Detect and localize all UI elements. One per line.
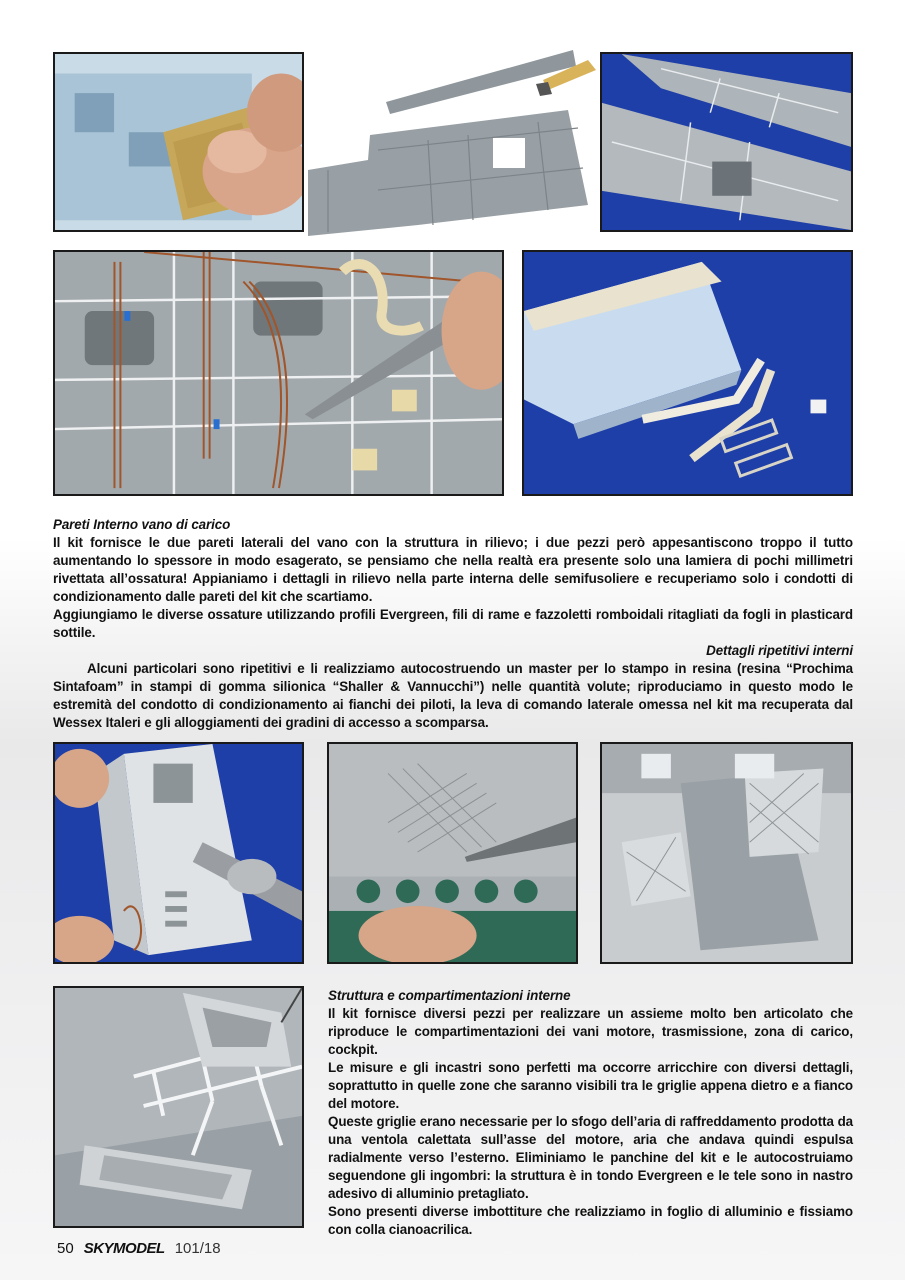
photo-aluminium-foil-cutting [327,742,578,964]
photo-cabin-box-assembly [53,742,304,964]
section-pareti-paragraph-1: Il kit fornisce le due pareti laterali del vano con la struttura in rilievo; i due pezzi però appesantiscono troppo il tutto aumentando lo spessore in modo esagerato, se pensiamo che nella realtà era presente solo una lamiera di pochi millimetri rivettata all’ossatura! Appianiamo i dettagli in rilievo nella parte interna delle semifusoliere e recuperiamo solo i condotti di condizionamento dalle pareti del kit che scartiamo. [53,535,853,604]
page-number: 50 [57,1240,74,1257]
section-struttura-paragraph-4: Sono presenti diverse imbottiture che realizziamo in foglio di alluminio e fissiamo con colla cianoacrilica. [328,1204,853,1237]
photo-engine-compartment-grills [600,742,853,964]
photo-sanding-fuselage-wall [53,52,304,232]
issue-number: 101/18 [174,1240,221,1257]
page-footer [57,1240,221,1257]
section-struttura-paragraph-1: Il kit fornisce diversi pezzi per realizzare un assieme molto ben articolato che riproduce le compartimentazioni dei vani motore, trasmissione, zona di carico, cockpit. [328,1006,853,1057]
section-struttura-paragraph-3: Queste griglie erano necessarie per lo sfogo dell’aria di raffreddamento prodotta da una ventola calettata sull’asse del motore, aria che andava quindi espulsa radialmente verso l’esterno. Eliminiamo le panchine del kit e le autocostruiamo seguendone gli ingombri: la struttura è in tondo Evergreen e le tele sono in nastro adesivo di alluminio pretagliato. [328,1114,853,1201]
photo-fuselage-halves-blue [600,52,853,232]
section-title-dettagli: Dettagli ripetitivi interni [706,643,853,658]
magazine-logo: SKYMODEL [83,1240,165,1257]
section-title-struttura: Struttura e compartimentazioni interne [328,988,571,1003]
section-pareti-paragraph-2: Aggiungiamo le diverse ossature utilizzando profili Evergreen, fili di rame e fazzoletti romboidali ritagliati da fogli in plasticard sottile. [53,607,853,640]
section-title-pareti: Pareti Interno vano di carico [53,517,231,532]
section-dettagli-paragraph-1: Alcuni particolari sono ripetitivi e li realizziamo autocostruendo un master per lo stampo in resina (resina “Prochima Sintafoam” in stampi di gomma silionica “Shaller & Vannucchi”) nelle quantità volute; riproduciamo in questo modo le estremità del condotto di condizionamento ai fianchi dei piloti, la leva di comando laterale omessa nel kit ma recuperata dal Wessex Italeri e gli alloggiamenti dei gradini di accesso a scomparsa. [53,661,853,730]
photo-side-walls-parts [308,40,596,240]
text-column-upper [53,516,853,732]
photo-wall-ribs-copper-wire [53,250,504,496]
text-column-lower [328,987,853,1239]
section-struttura-paragraph-2: Le misure e gli incastri sono perfetti ma occorre arricchire con diversi dettagli, soprattutto in quelle zone che saranno visibili tra le griglie appena dietro e a fianco del motore. [328,1060,853,1111]
photo-resin-mold-parts [522,250,853,496]
photo-bench-foil-padding [53,986,304,1228]
